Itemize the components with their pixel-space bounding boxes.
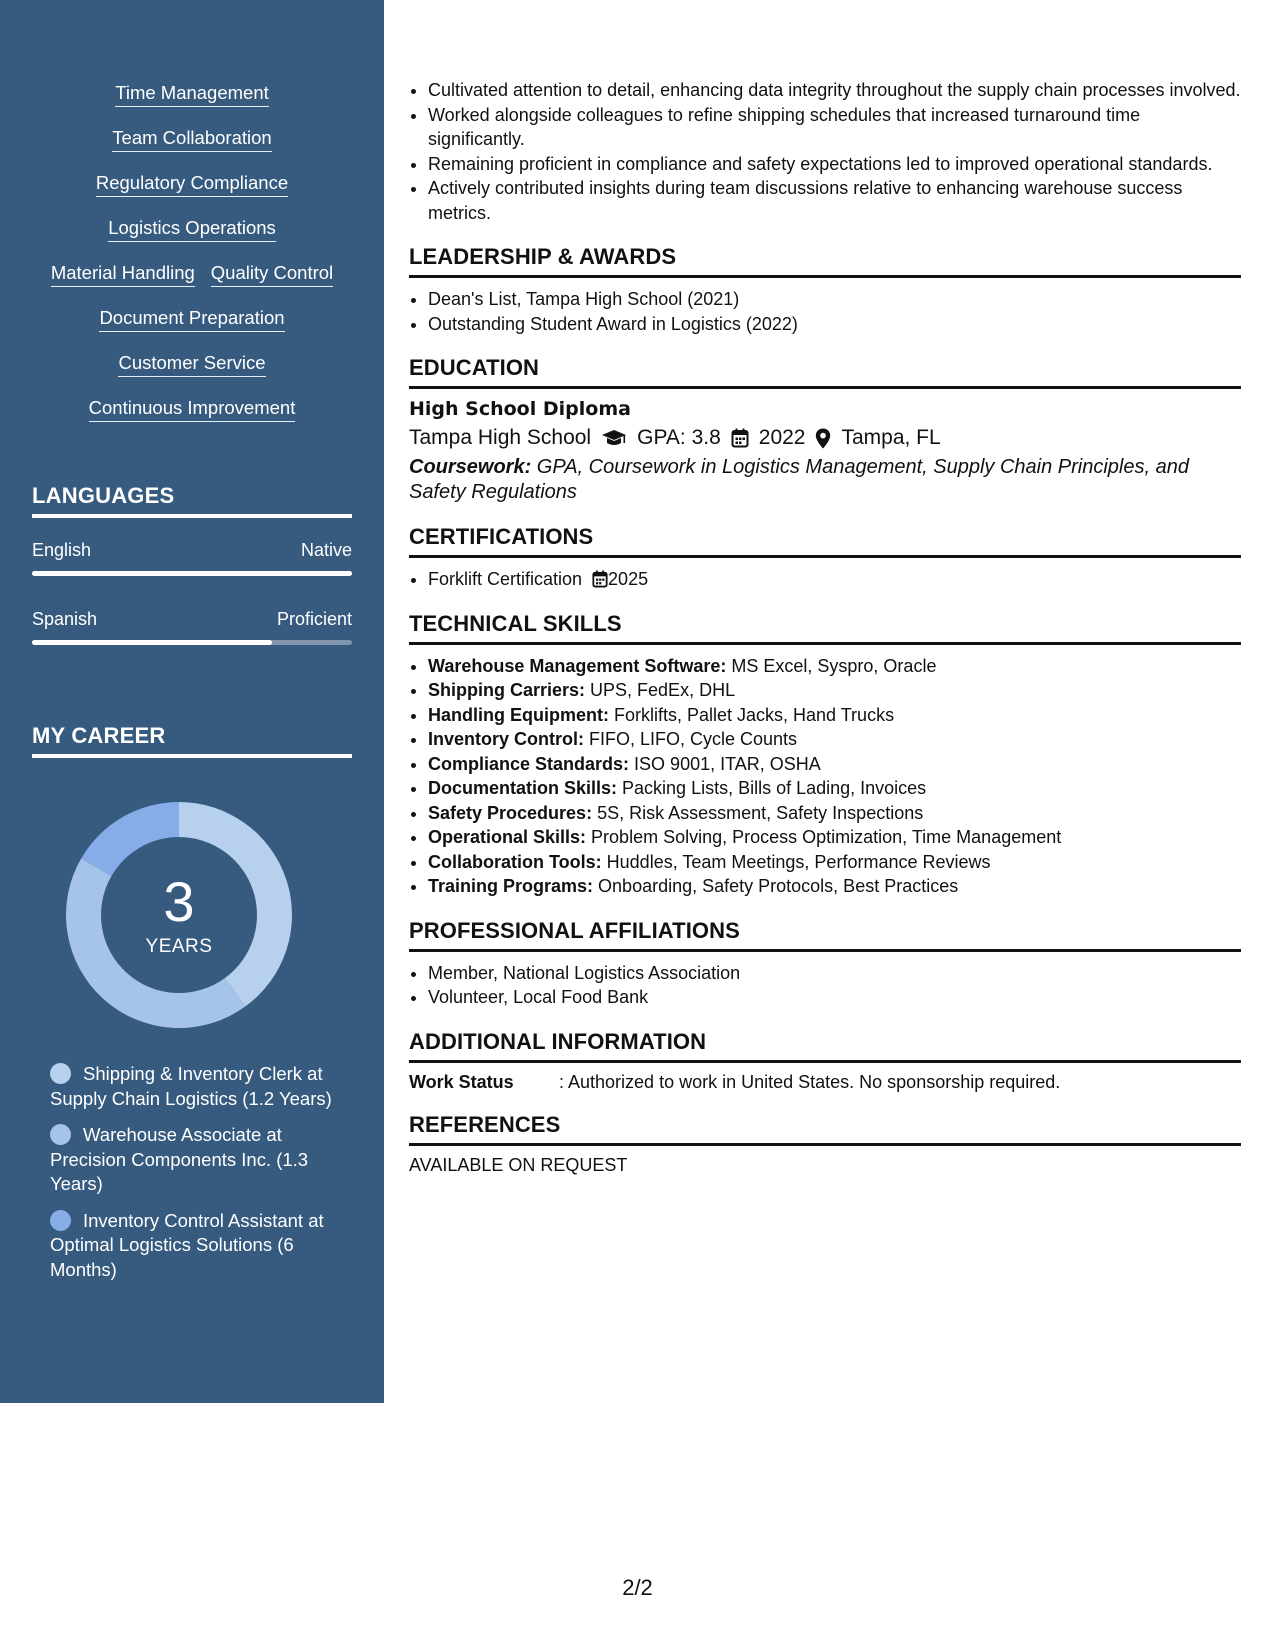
skill-tag[interactable]: Customer Service <box>118 352 265 377</box>
technical-skill-value: Forklifts, Pallet Jacks, Hand Trucks <box>608 704 895 725</box>
skill-row <box>0 82 384 127</box>
technical-skill-value: UPS, FedEx, DHL <box>585 680 736 700</box>
technical-skill-label: Collaboration Tools: <box>428 851 602 872</box>
skill-tag[interactable]: Material Handling <box>51 262 195 287</box>
skill-row <box>0 262 384 307</box>
technical-skill-label: Shipping Carriers: <box>428 680 586 700</box>
career-legend-dot <box>50 1210 71 1231</box>
technical-skill-value: FIFO, LIFO, Cycle Counts <box>584 729 798 749</box>
technical-skill-value: 5S, Risk Assessment, Safety Inspections <box>592 802 924 823</box>
language-level: Native <box>300 540 352 560</box>
affiliation-item: • Member, National Logistics Association <box>428 961 1241 986</box>
skill-row <box>0 352 384 397</box>
technical-skills-list <box>409 654 1241 899</box>
technical-skill-item <box>428 654 1241 679</box>
technical-skill-label: Documentation Skills: <box>428 778 618 798</box>
affiliation-item: • Volunteer, Local Food Bank <box>428 985 1241 1010</box>
career-donut <box>64 800 294 1030</box>
coursework-text: GPA, Coursework in Logistics Management, Supply Chain Principles, and Safety Regulations <box>409 456 1189 503</box>
experience-bullet: • Actively contributed insights during team discussions relative to enhancing warehouse success metrics. <box>428 176 1241 225</box>
languages-title: LANGUAGES <box>32 483 352 518</box>
language-level: Proficient <box>276 609 352 629</box>
career-item <box>50 1062 340 1111</box>
technical-skill-label: Operational Skills: <box>428 827 587 847</box>
technical-skill-item <box>428 850 1241 875</box>
affiliations-list <box>409 961 1241 1010</box>
technical-skill-value: Problem Solving, Process Optimization, Time Management <box>586 827 1062 847</box>
technical-skill-item <box>428 752 1241 777</box>
calendar-icon <box>592 570 608 588</box>
language-proficiency-fill <box>32 571 352 576</box>
leadership-item: • Dean's List, Tampa High School (2021) <box>428 287 1241 312</box>
technical-skill-label: Training Programs: <box>428 876 594 896</box>
skills-list <box>0 82 384 442</box>
leadership-title: LEADERSHIP & AWARDS <box>409 244 1241 278</box>
language-english <box>32 540 352 576</box>
skill-row <box>0 397 384 442</box>
education-gpa: GPA: 3.8 <box>637 426 721 449</box>
experience-bullet: • Worked alongside colleagues to refine shipping schedules that increased turnaround time significantly. <box>428 103 1241 152</box>
calendar-icon <box>731 428 749 448</box>
map-pin-icon <box>815 428 831 449</box>
technical-skill-value: Packing Lists, Bills of Lading, Invoices <box>617 778 927 798</box>
skill-row <box>0 217 384 262</box>
coursework-label: Coursework: <box>409 456 532 478</box>
technical-skill-label: Compliance Standards: <box>428 753 630 774</box>
career-item-text: Shipping & Inventory Clerk at Supply Chain Logistics (1.2 Years) <box>50 1063 332 1109</box>
language-name: Spanish <box>32 609 98 629</box>
education-school: Tampa High School <box>409 426 592 449</box>
education-details <box>409 426 1241 450</box>
education-location: Tampa, FL <box>841 426 941 449</box>
technical-skill-item <box>428 776 1241 801</box>
career-total-years: 3 <box>163 870 195 933</box>
experience-bullets <box>409 78 1241 225</box>
skill-row <box>0 307 384 352</box>
career-legend-dot <box>50 1124 71 1145</box>
technical-skill-item <box>428 801 1241 826</box>
main-content <box>409 78 1241 1176</box>
technical-skill-value: ISO 9001, ITAR, OSHA <box>629 753 821 774</box>
graduation-cap-icon <box>601 429 627 447</box>
technical-skill-value: Onboarding, Safety Protocols, Best Practices <box>593 876 959 896</box>
education-year: 2022 <box>758 426 806 449</box>
education-coursework <box>409 455 1241 505</box>
certification-year: 2025 <box>608 569 649 589</box>
language-proficiency-bar <box>32 640 352 645</box>
skill-row <box>0 172 384 217</box>
skill-tag[interactable]: Logistics Operations <box>108 217 276 242</box>
additional-info-title: ADDITIONAL INFORMATION <box>409 1029 1241 1063</box>
language-name: English <box>32 540 92 560</box>
experience-bullet: • Cultivated attention to detail, enhancing data integrity throughout the supply chain processes involved. <box>428 78 1241 103</box>
technical-skill-item <box>428 874 1241 899</box>
skill-tag[interactable]: Quality Control <box>211 262 333 287</box>
language-proficiency-fill <box>32 640 272 645</box>
leadership-item: • Outstanding Student Award in Logistics (2022) <box>428 312 1241 337</box>
skill-tag[interactable]: Document Preparation <box>99 307 284 332</box>
affiliations-title: PROFESSIONAL AFFILIATIONS <box>409 918 1241 952</box>
language-spanish <box>32 609 352 645</box>
work-status-label: Work Status <box>409 1071 514 1092</box>
page-number: 2/2 <box>622 1575 653 1600</box>
technical-skill-label: Warehouse Management Software: <box>428 655 727 676</box>
references-title: REFERENCES <box>409 1112 1241 1146</box>
certifications-list <box>409 567 1241 592</box>
technical-skill-item <box>428 703 1241 728</box>
career-total-unit: YEARS <box>145 936 213 957</box>
certifications-title: CERTIFICATIONS <box>409 524 1241 558</box>
certification-item <box>428 567 1241 592</box>
skill-tag[interactable]: Continuous Improvement <box>89 397 296 422</box>
technical-skills-title: TECHNICAL SKILLS <box>409 611 1241 645</box>
technical-skill-value: Huddles, Team Meetings, Performance Reviews <box>601 851 991 872</box>
skill-tag[interactable]: Time Management <box>115 82 269 107</box>
career-title: MY CAREER <box>32 723 352 758</box>
leadership-list <box>409 287 1241 336</box>
references-text: AVAILABLE ON REQUEST <box>409 1154 628 1175</box>
sidebar <box>0 0 384 1403</box>
language-proficiency-bar <box>32 571 352 576</box>
career-item <box>50 1209 340 1283</box>
certification-name: • Forklift Certification <box>428 569 583 589</box>
work-status-value: : Authorized to work in United States. No sponsorship required. <box>559 1071 1061 1092</box>
education-title: EDUCATION <box>409 355 1241 389</box>
technical-skill-item <box>428 678 1241 703</box>
technical-skill-label: Safety Procedures: <box>428 802 593 823</box>
career-list <box>50 1062 340 1294</box>
technical-skill-item <box>428 727 1241 752</box>
skill-row <box>0 127 384 172</box>
work-status <box>409 1072 1241 1093</box>
career-item <box>50 1123 340 1197</box>
technical-skill-value: MS Excel, Syspro, Oracle <box>726 655 937 676</box>
career-legend-dot <box>50 1063 71 1084</box>
career-item-text: Inventory Control Assistant at Optimal Logistics Solutions (6 Months) <box>50 1209 324 1280</box>
technical-skill-label: Handling Equipment: <box>428 704 609 725</box>
skill-tag[interactable]: Team Collaboration <box>112 127 271 152</box>
education-degree: High School Diploma <box>409 398 631 420</box>
experience-bullet: • Remaining proficient in compliance and safety expectations led to improved operational standards. <box>428 152 1241 177</box>
career-item-text: Warehouse Associate at Precision Components Inc. (1.3 Years) <box>50 1124 309 1194</box>
skill-tag[interactable]: Regulatory Compliance <box>96 172 288 197</box>
technical-skill-label: Inventory Control: <box>428 729 584 749</box>
technical-skill-item <box>428 825 1241 850</box>
